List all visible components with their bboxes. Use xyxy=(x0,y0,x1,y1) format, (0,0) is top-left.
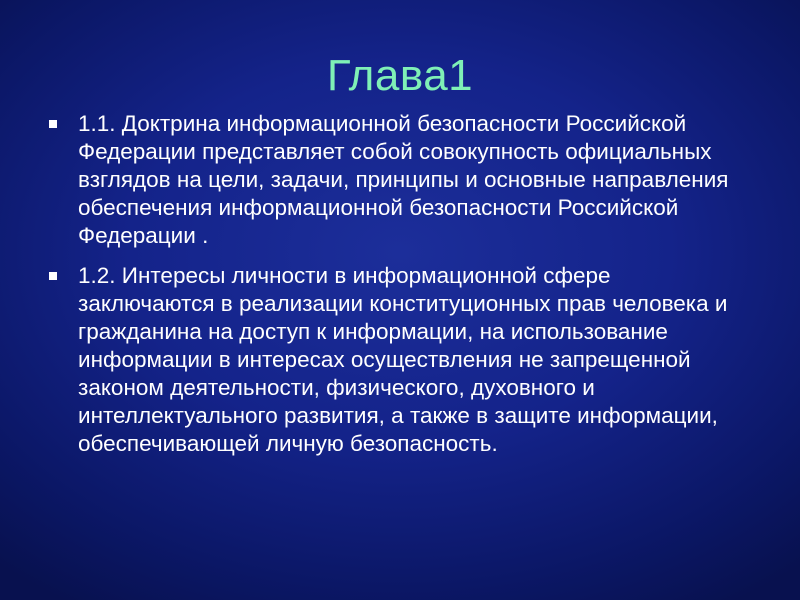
square-bullet-icon xyxy=(49,272,57,280)
bullet-text-1-2: 1.2. Интересы личности в информационной сфере заключаются в реализации конституционных прав человека и гражданина на доступ к информации, на использование информации в интересах осуществления не запрещенной законом деятельности, физического, духовного и интеллектуального развития, а также в защите информации, обеспечивающей личную безопасность. xyxy=(78,263,728,456)
bullet-text-1-1: 1.1. Доктрина информационной безопасности Российской Федерации представляет собой совокупность официальных взглядов на цели, задачи, принципы и основные направления обеспечения информационной безопасности Российской Федерации . xyxy=(78,111,729,248)
square-bullet-icon xyxy=(49,120,57,128)
bullet-item-1-2 xyxy=(47,262,737,458)
bullet-item-1-1 xyxy=(47,110,737,250)
bullet-list xyxy=(47,110,737,470)
slide-title: Глава1 xyxy=(326,51,474,100)
